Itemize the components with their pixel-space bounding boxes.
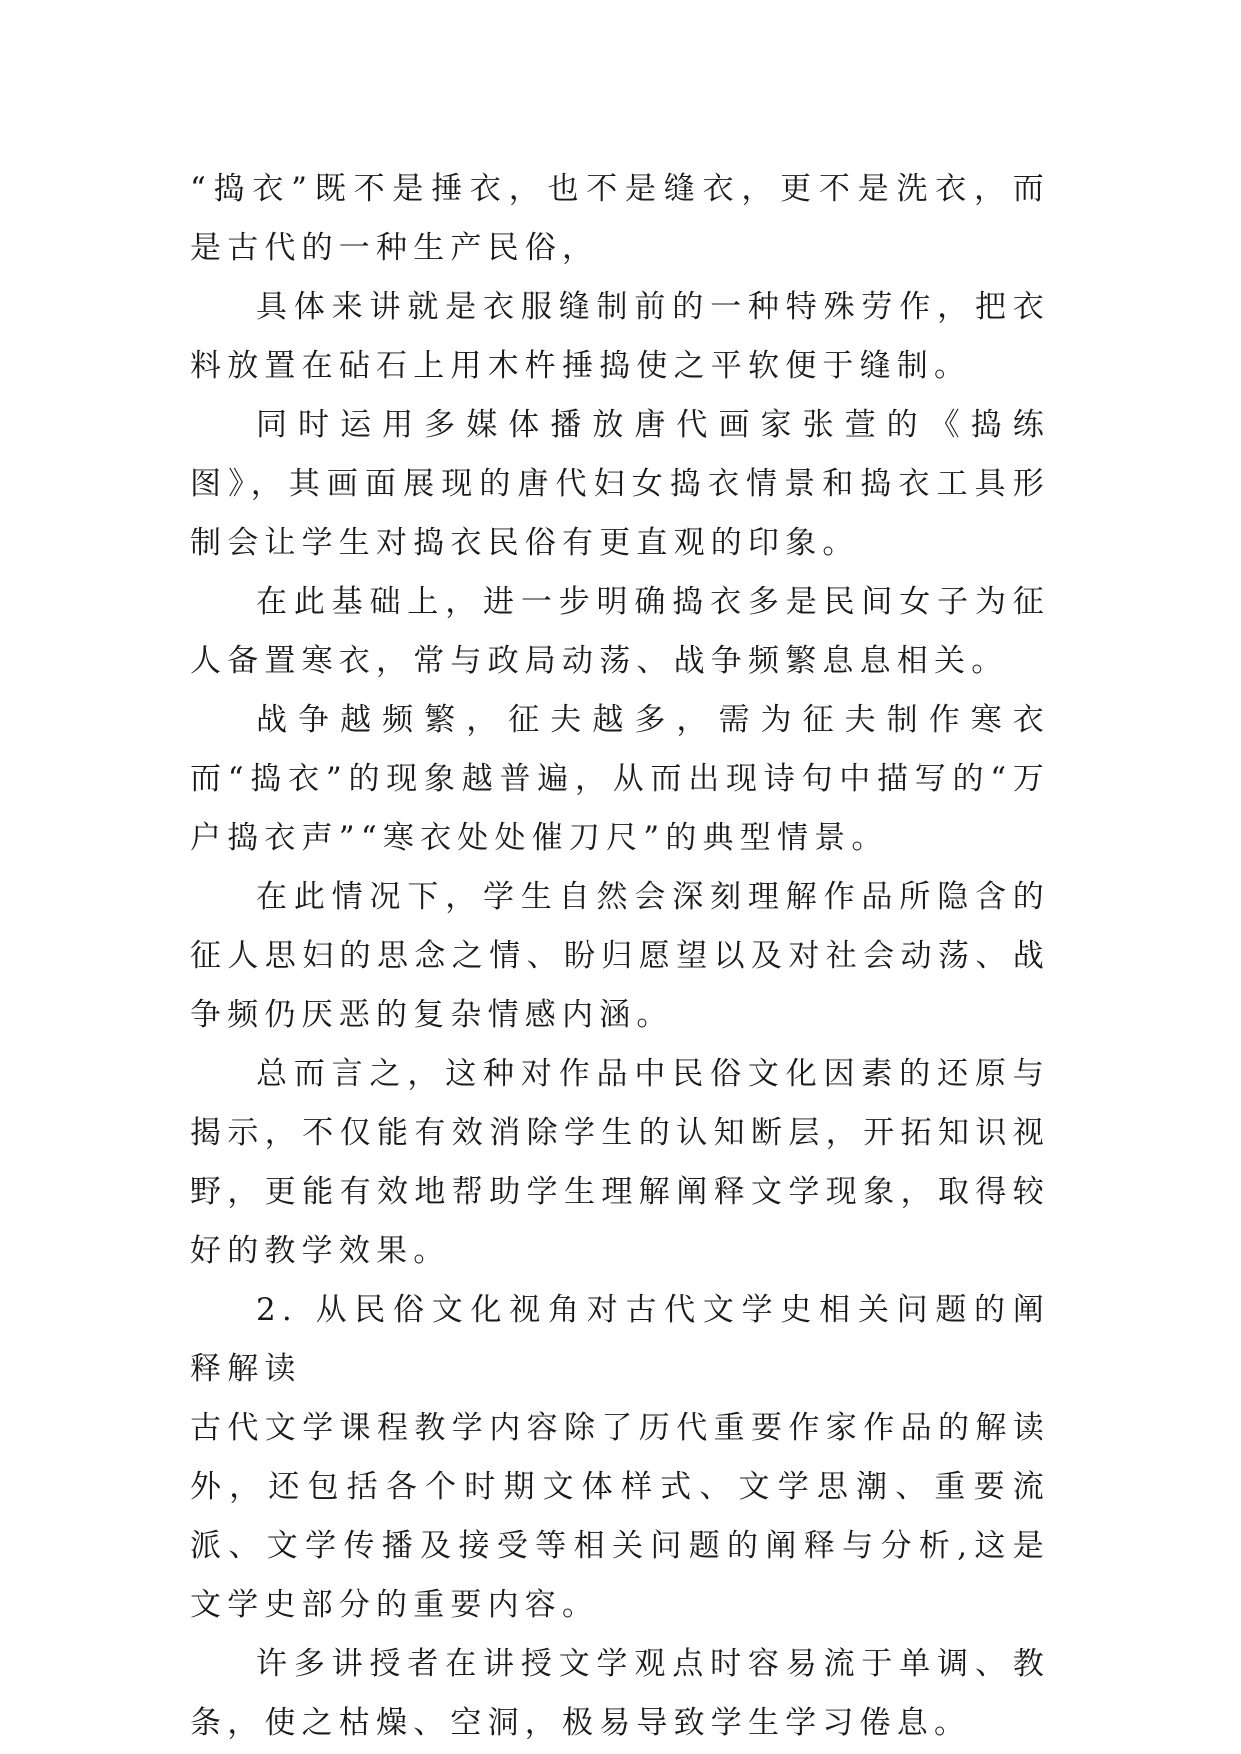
paragraph-1: “捣衣”既不是捶衣，也不是缝衣，更不是洗衣，而是古代的一种生产民俗，: [190, 171, 1050, 266]
section-heading: 2. 从民俗文化视角对古代文学史相关问题的阐释解读: [190, 1292, 1050, 1387]
document-body: [190, 160, 1050, 1753]
paragraph-4: 在此基础上，进一步明确捣衣多是民间女子为征人备置寒衣，常与政局动荡、战争频繁息息相关。: [190, 584, 1050, 679]
paragraph-2: 具体来讲就是衣服缝制前的一种特殊劳作，把衣料放置在砧石上用木杵捶捣使之平软便于缝制。: [190, 289, 1050, 384]
paragraph-8: 古代文学课程教学内容除了历代重要作家作品的解读外，还包括各个时期文体样式、文学思潮、重要流派、文学传播及接受等相关问题的阐释与分析,这是文学史部分的重要内容。: [190, 1410, 1050, 1623]
paragraph-3: 同时运用多媒体播放唐代画家张萱的《捣练图》，其画面展现的唐代妇女捣衣情景和捣衣工具形制会让学生对捣衣民俗有更直观的印象。: [190, 407, 1050, 561]
paragraph-5: 战争越频繁，征夫越多，需为征夫制作寒衣而“捣衣”的现象越普遍，从而出现诗句中描写的“万户捣衣声”“寒衣处处催刀尺”的典型情景。: [190, 702, 1050, 856]
paragraph-9: 许多讲授者在讲授文学观点时容易流于单调、教条，使之枯燥、空洞，极易导致学生学习倦息。: [190, 1646, 1050, 1741]
paragraph-7: 总而言之，这种对作品中民俗文化因素的还原与揭示，不仅能有效消除学生的认知断层，开拓知识视野，更能有效地帮助学生理解阐释文学现象，取得较好的教学效果。: [190, 1056, 1050, 1269]
paragraph-6: 在此情况下，学生自然会深刻理解作品所隐含的征人思妇的思念之情、盼归愿望以及对社会动荡、战争频仍厌恶的复杂情感内涵。: [190, 879, 1050, 1033]
